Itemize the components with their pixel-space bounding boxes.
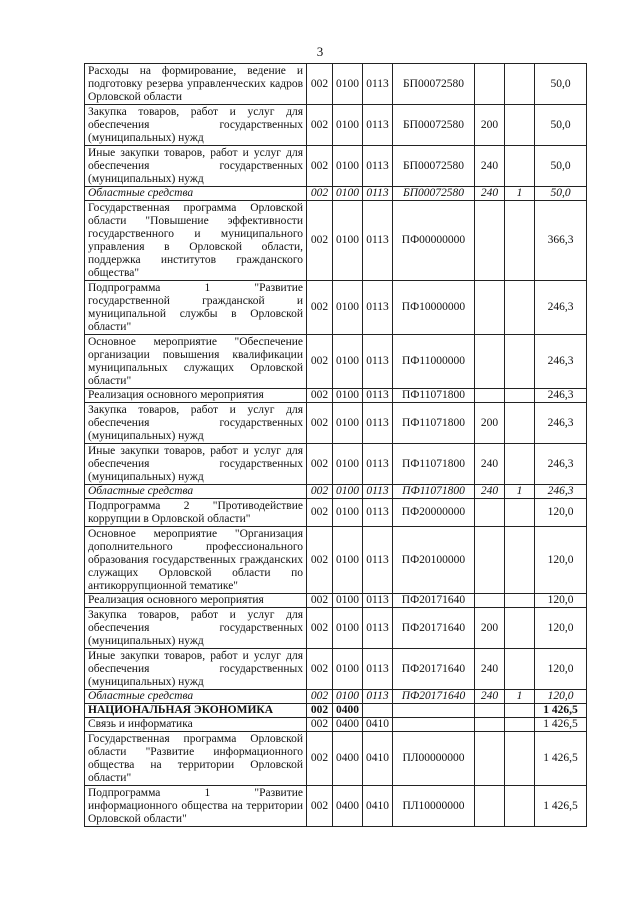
cell-target-article: ПЛ00000000: [393, 732, 475, 786]
cell-funding-source: [505, 527, 535, 594]
cell-name: Основное мероприятие "Обеспечение организации повышения квалификации муниципальных служащих Орловской области": [85, 335, 307, 389]
cell-grbs-code: 002: [307, 485, 333, 499]
cell-grbs-code: 002: [307, 608, 333, 649]
cell-amount: 1 426,5: [535, 718, 587, 732]
cell-section-code: 0100: [333, 499, 363, 527]
cell-subsection-code: 0410: [363, 718, 393, 732]
cell-grbs-code: 002: [307, 594, 333, 608]
cell-amount: 50,0: [535, 105, 587, 146]
cell-expense-type: 240: [475, 146, 505, 187]
cell-section-code: 0100: [333, 527, 363, 594]
cell-subsection-code: 0113: [363, 201, 393, 281]
cell-amount: 120,0: [535, 499, 587, 527]
cell-grbs-code: 002: [307, 649, 333, 690]
cell-section-code: 0100: [333, 281, 363, 335]
cell-amount: 246,3: [535, 485, 587, 499]
cell-funding-source: [505, 403, 535, 444]
cell-subsection-code: 0113: [363, 608, 393, 649]
cell-expense-type: 240: [475, 187, 505, 201]
cell-expense-type: [475, 281, 505, 335]
cell-section-code: 0400: [333, 732, 363, 786]
cell-grbs-code: 002: [307, 187, 333, 201]
cell-expense-type: 200: [475, 403, 505, 444]
table-row: [85, 335, 587, 389]
cell-funding-source: [505, 444, 535, 485]
cell-target-article: ПФ11000000: [393, 335, 475, 389]
cell-expense-type: [475, 786, 505, 827]
cell-subsection-code: 0113: [363, 444, 393, 485]
cell-section-code: 0100: [333, 649, 363, 690]
cell-grbs-code: 002: [307, 718, 333, 732]
cell-subsection-code: [363, 704, 393, 718]
cell-expense-type: [475, 499, 505, 527]
cell-name: Закупка товаров, работ и услуг для обеспечения государственных (муниципальных) нужд: [85, 403, 307, 444]
cell-name: Государственная программа Орловской области "Повышение эффективности государственного и муниципального управления в Орловской области, поддержка институтов гражданского общества": [85, 201, 307, 281]
cell-target-article: ПФ20000000: [393, 499, 475, 527]
cell-funding-source: [505, 389, 535, 403]
cell-funding-source: [505, 499, 535, 527]
cell-grbs-code: 002: [307, 527, 333, 594]
cell-subsection-code: 0410: [363, 786, 393, 827]
cell-section-code: 0100: [333, 608, 363, 649]
cell-subsection-code: 0113: [363, 649, 393, 690]
cell-target-article: БП00072580: [393, 146, 475, 187]
cell-grbs-code: 002: [307, 335, 333, 389]
cell-grbs-code: 002: [307, 64, 333, 105]
cell-section-code: 0400: [333, 718, 363, 732]
cell-target-article: ПФ11071800: [393, 403, 475, 444]
cell-subsection-code: 0113: [363, 499, 393, 527]
cell-funding-source: [505, 64, 535, 105]
cell-funding-source: 1: [505, 187, 535, 201]
cell-subsection-code: 0113: [363, 335, 393, 389]
cell-funding-source: [505, 704, 535, 718]
table-row: [85, 146, 587, 187]
table-row: [85, 444, 587, 485]
cell-amount: 1 426,5: [535, 786, 587, 827]
cell-subsection-code: 0113: [363, 105, 393, 146]
cell-amount: 1 426,5: [535, 704, 587, 718]
cell-section-code: 0100: [333, 594, 363, 608]
cell-amount: 246,3: [535, 403, 587, 444]
cell-expense-type: 240: [475, 444, 505, 485]
cell-amount: 120,0: [535, 608, 587, 649]
cell-grbs-code: 002: [307, 786, 333, 827]
cell-section-code: 0100: [333, 105, 363, 146]
cell-funding-source: 1: [505, 690, 535, 704]
cell-target-article: ПФ20100000: [393, 527, 475, 594]
cell-name: Закупка товаров, работ и услуг для обеспечения государственных (муниципальных) нужд: [85, 105, 307, 146]
cell-subsection-code: 0113: [363, 594, 393, 608]
cell-grbs-code: 002: [307, 732, 333, 786]
cell-grbs-code: 002: [307, 105, 333, 146]
table-row: [85, 105, 587, 146]
cell-amount: 120,0: [535, 690, 587, 704]
table-row: [85, 594, 587, 608]
cell-subsection-code: 0113: [363, 690, 393, 704]
cell-funding-source: [505, 786, 535, 827]
cell-target-article: ПФ20171640: [393, 690, 475, 704]
cell-target-article: ПФ20171640: [393, 649, 475, 690]
table-row: [85, 608, 587, 649]
cell-amount: 50,0: [535, 64, 587, 105]
cell-grbs-code: 002: [307, 146, 333, 187]
cell-name: Основное мероприятие "Организация дополнительного профессионального образования государственных гражданских служащих Орловской области по антикоррупционной тематике": [85, 527, 307, 594]
cell-amount: 1 426,5: [535, 732, 587, 786]
cell-target-article: БП00072580: [393, 187, 475, 201]
cell-funding-source: [505, 732, 535, 786]
cell-subsection-code: 0113: [363, 64, 393, 105]
table-row: [85, 704, 587, 718]
cell-name: Иные закупки товаров, работ и услуг для обеспечения государственных (муниципальных) нужд: [85, 146, 307, 187]
cell-target-article: [393, 718, 475, 732]
table-row: [85, 403, 587, 444]
table-row: [85, 64, 587, 105]
cell-section-code: 0400: [333, 704, 363, 718]
table-row: [85, 281, 587, 335]
cell-name: Иные закупки товаров, работ и услуг для обеспечения государственных (муниципальных) нужд: [85, 444, 307, 485]
cell-grbs-code: 002: [307, 499, 333, 527]
cell-expense-type: [475, 704, 505, 718]
table-row: [85, 527, 587, 594]
cell-subsection-code: 0113: [363, 146, 393, 187]
cell-funding-source: [505, 281, 535, 335]
cell-section-code: 0100: [333, 187, 363, 201]
cell-target-article: БП00072580: [393, 105, 475, 146]
cell-amount: 246,3: [535, 389, 587, 403]
cell-target-article: ПФ20171640: [393, 594, 475, 608]
cell-expense-type: 240: [475, 649, 505, 690]
budget-table: [84, 63, 587, 827]
cell-amount: 246,3: [535, 444, 587, 485]
cell-target-article: ПФ10000000: [393, 281, 475, 335]
cell-expense-type: 200: [475, 608, 505, 649]
cell-name: Областные средства: [85, 690, 307, 704]
cell-amount: 120,0: [535, 594, 587, 608]
table-row: [85, 187, 587, 201]
cell-name: Областные средства: [85, 187, 307, 201]
cell-name: НАЦИОНАЛЬНАЯ ЭКОНОМИКА: [85, 704, 307, 718]
cell-subsection-code: 0410: [363, 732, 393, 786]
cell-amount: 366,3: [535, 201, 587, 281]
cell-section-code: 0100: [333, 335, 363, 389]
cell-expense-type: [475, 64, 505, 105]
cell-funding-source: [505, 608, 535, 649]
table-row: [85, 499, 587, 527]
cell-grbs-code: 002: [307, 704, 333, 718]
cell-section-code: 0100: [333, 690, 363, 704]
cell-section-code: 0100: [333, 201, 363, 281]
cell-expense-type: [475, 389, 505, 403]
cell-amount: 120,0: [535, 649, 587, 690]
page-number: 3: [316, 44, 324, 59]
cell-grbs-code: 002: [307, 690, 333, 704]
cell-subsection-code: 0113: [363, 389, 393, 403]
cell-name: Связь и информатика: [85, 718, 307, 732]
cell-name: Реализация основного мероприятия: [85, 594, 307, 608]
table-body: [85, 64, 587, 827]
cell-name: Подпрограмма 1 "Развитие информационного общества на территории Орловской области": [85, 786, 307, 827]
table-row: [85, 718, 587, 732]
cell-grbs-code: 002: [307, 201, 333, 281]
cell-name: Реализация основного мероприятия: [85, 389, 307, 403]
cell-expense-type: [475, 718, 505, 732]
cell-subsection-code: 0113: [363, 281, 393, 335]
cell-target-article: ПФ11071800: [393, 389, 475, 403]
cell-section-code: 0400: [333, 786, 363, 827]
cell-funding-source: [505, 105, 535, 146]
cell-section-code: 0100: [333, 485, 363, 499]
cell-section-code: 0100: [333, 146, 363, 187]
cell-expense-type: 200: [475, 105, 505, 146]
cell-subsection-code: 0113: [363, 485, 393, 499]
cell-section-code: 0100: [333, 64, 363, 105]
table-row: [85, 690, 587, 704]
cell-name: Иные закупки товаров, работ и услуг для обеспечения государственных (муниципальных) нужд: [85, 649, 307, 690]
cell-target-article: ПФ20171640: [393, 608, 475, 649]
cell-target-article: [393, 704, 475, 718]
cell-funding-source: [505, 335, 535, 389]
cell-amount: 50,0: [535, 146, 587, 187]
cell-amount: 50,0: [535, 187, 587, 201]
cell-expense-type: [475, 594, 505, 608]
cell-subsection-code: 0113: [363, 187, 393, 201]
cell-funding-source: 1: [505, 485, 535, 499]
cell-amount: 120,0: [535, 527, 587, 594]
cell-name: Государственная программа Орловской области "Развитие информационного общества на территории Орловской области": [85, 732, 307, 786]
cell-funding-source: [505, 649, 535, 690]
cell-grbs-code: 002: [307, 389, 333, 403]
cell-grbs-code: 002: [307, 444, 333, 485]
cell-expense-type: [475, 527, 505, 594]
cell-expense-type: [475, 201, 505, 281]
cell-name: Областные средства: [85, 485, 307, 499]
table-row: [85, 732, 587, 786]
cell-expense-type: [475, 732, 505, 786]
cell-subsection-code: 0113: [363, 403, 393, 444]
cell-amount: 246,3: [535, 335, 587, 389]
cell-grbs-code: 002: [307, 403, 333, 444]
cell-name: Подпрограмма 1 "Развитие государственной гражданской и муниципальной службы в Орловской области": [85, 281, 307, 335]
cell-target-article: ПФ00000000: [393, 201, 475, 281]
table-row: [85, 201, 587, 281]
table-row: [85, 485, 587, 499]
cell-subsection-code: 0113: [363, 527, 393, 594]
cell-target-article: ПФ11071800: [393, 444, 475, 485]
table-row: [85, 649, 587, 690]
cell-grbs-code: 002: [307, 281, 333, 335]
cell-name: Подпрограмма 2 "Противодействие коррупции в Орловской области": [85, 499, 307, 527]
cell-section-code: 0100: [333, 444, 363, 485]
table-row: [85, 786, 587, 827]
cell-funding-source: [505, 201, 535, 281]
cell-name: Расходы на формирование, ведение и подготовку резерва управленческих кадров Орловской области: [85, 64, 307, 105]
cell-funding-source: [505, 718, 535, 732]
cell-amount: 246,3: [535, 281, 587, 335]
cell-name: Закупка товаров, работ и услуг для обеспечения государственных (муниципальных) нужд: [85, 608, 307, 649]
cell-target-article: ПФ11071800: [393, 485, 475, 499]
cell-expense-type: [475, 335, 505, 389]
cell-target-article: ПЛ10000000: [393, 786, 475, 827]
cell-funding-source: [505, 594, 535, 608]
cell-section-code: 0100: [333, 389, 363, 403]
cell-expense-type: 240: [475, 485, 505, 499]
table-row: [85, 389, 587, 403]
cell-target-article: БП00072580: [393, 64, 475, 105]
cell-expense-type: 240: [475, 690, 505, 704]
cell-funding-source: [505, 146, 535, 187]
cell-section-code: 0100: [333, 403, 363, 444]
